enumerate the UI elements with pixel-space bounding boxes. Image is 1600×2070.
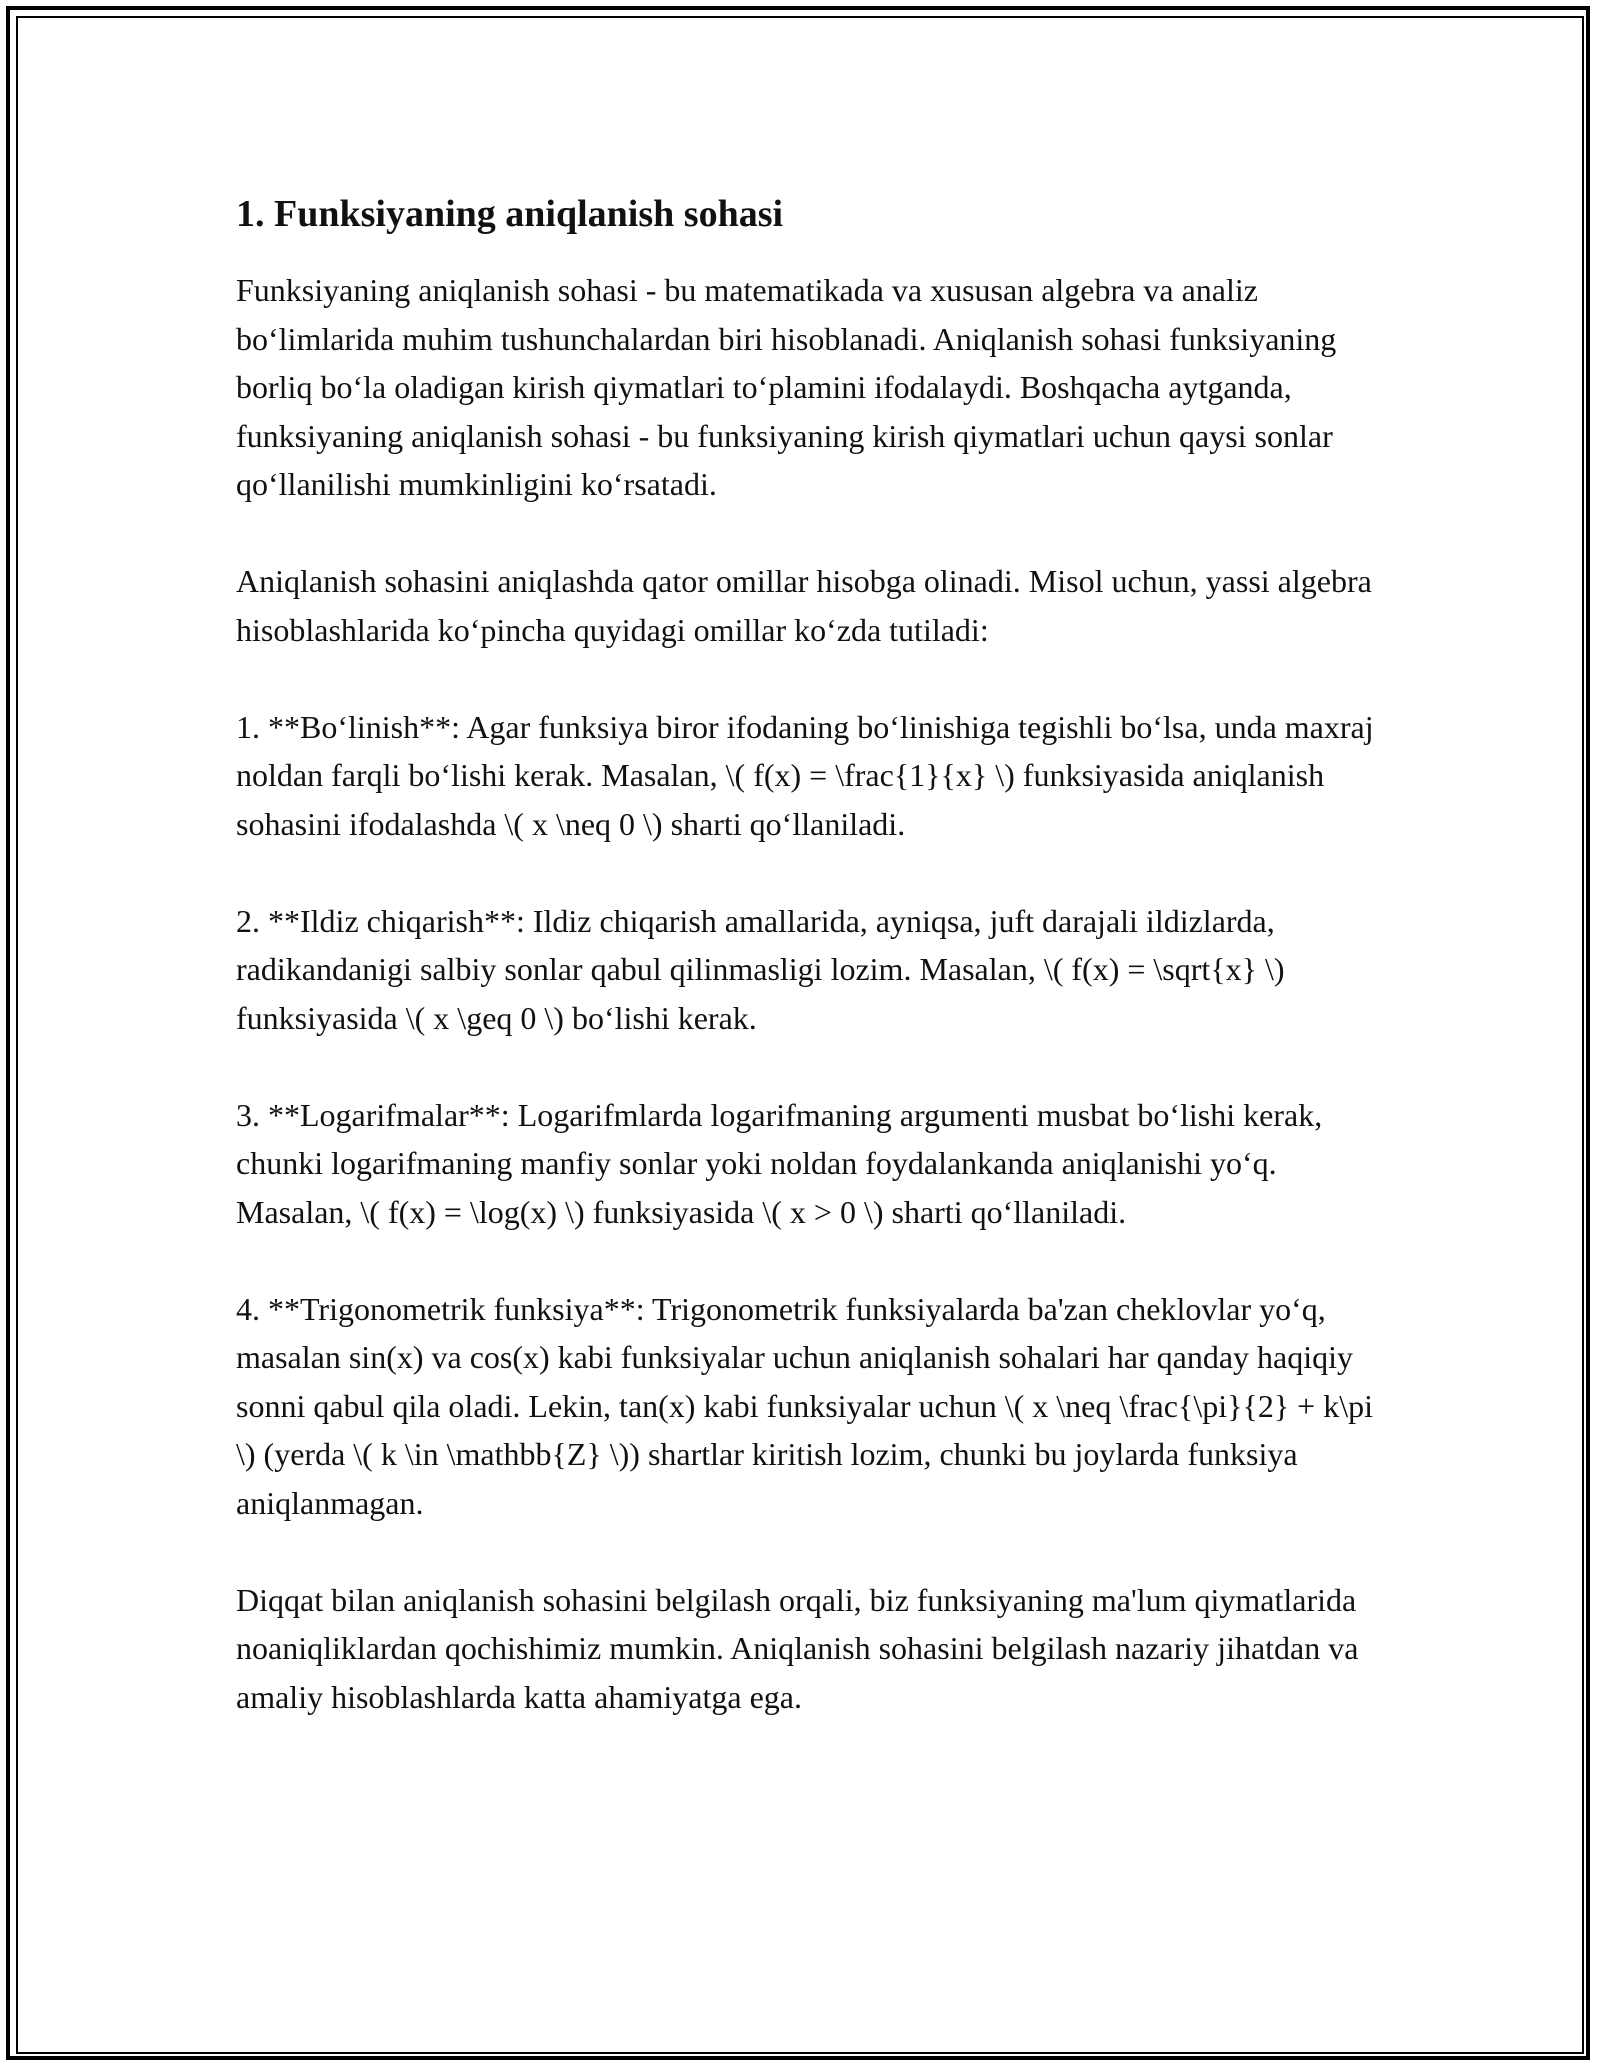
paragraph-trigonometric: 4. **Trigonometrik funksiya**: Trigonometrik funksiyalarda ba'zan cheklovlar yo‘q, masalan sin(x) va cos(x) kabi funksiyalar uchun aniqlanish sohalari har qanday haqiqiy sonni qabul qila oladi. Lekin, tan(x) kabi funksiyalar uchun \( x \neq \frac{\pi}{2} + k\pi \) (yerda \( k \in \mathbb{Z} \)) shartlar kiritish lozim, chunki bu joylarda funksiya aniqlanmagan. <box>236 1290 1373 1521</box>
section-heading: 1. Funksiyaning aniqlanish sohasi <box>236 193 784 235</box>
paragraph-conclusion: Diqqat bilan aniqlanish sohasini belgilash orqali, biz funksiyaning ma'lum qiymatlarida noaniqliklardan qochishimiz mumkin. Aniqlanish sohasini belgilash nazariy jihatdan va amaliy hisoblashlarda katta ahamiyatga ega. <box>236 1581 1359 1715</box>
paragraph-root: 2. **Ildiz chiqarish**: Ildiz chiqarish amallarida, ayniqsa, juft darajali ildizlarda, radikandanigi salbiy sonlar qabul qilinmasligi lozim. Masalan, \( f(x) = \sqrt{x} \) funksiyasida \( x \geq 0 \) bo‘lishi kerak. <box>236 902 1285 1036</box>
paragraph-logarithm: 3. **Logarifmalar**: Logarifmlarda logarifmaning argumenti musbat bo‘lishi kerak, chunki logarifmaning manfiy sonlar yoki noldan foydalankanda aniqlanishi yo‘q. Masalan, \( f(x) = \log(x) \) funksiyasida \( x > 0 \) sharti qo‘llaniladi. <box>236 1096 1323 1230</box>
paragraph-intro: Funksiyaning aniqlanish sohasi - bu matematikada va xususan algebra va analiz bo‘limlarida muhim tushunchalardan biri hisoblanadi. Aniqlanish sohasi funksiyaning borliq bo‘la oladigan kirish qiymatlari to‘plamini ifodalaydi. Boshqacha aytganda, funksiyaning aniqlanish sohasi - bu funksiyaning kirish qiymatlari uchun qaysi sonlar qo‘llanilishi mumkinligini ko‘rsatadi. <box>236 272 1337 502</box>
document-body <box>236 188 1376 1770</box>
paragraph-division: 1. **Bo‘linish**: Agar funksiya biror ifodaning bo‘linishiga tegishli bo‘lsa, unda maxraj noldan farqli bo‘lishi kerak. Masalan, \( f(x) = \frac{1}{x} \) funksiyasida aniqlanish sohasini ifodalashda \( x \neq 0 \) sharti qo‘llaniladi. <box>236 708 1374 842</box>
paragraph-factors: Aniqlanish sohasini aniqlashda qator omillar hisobga olinadi. Misol uchun, yassi algebra hisoblashlarida ko‘pincha quyidagi omillar ko‘zda tutiladi: <box>236 563 1372 648</box>
